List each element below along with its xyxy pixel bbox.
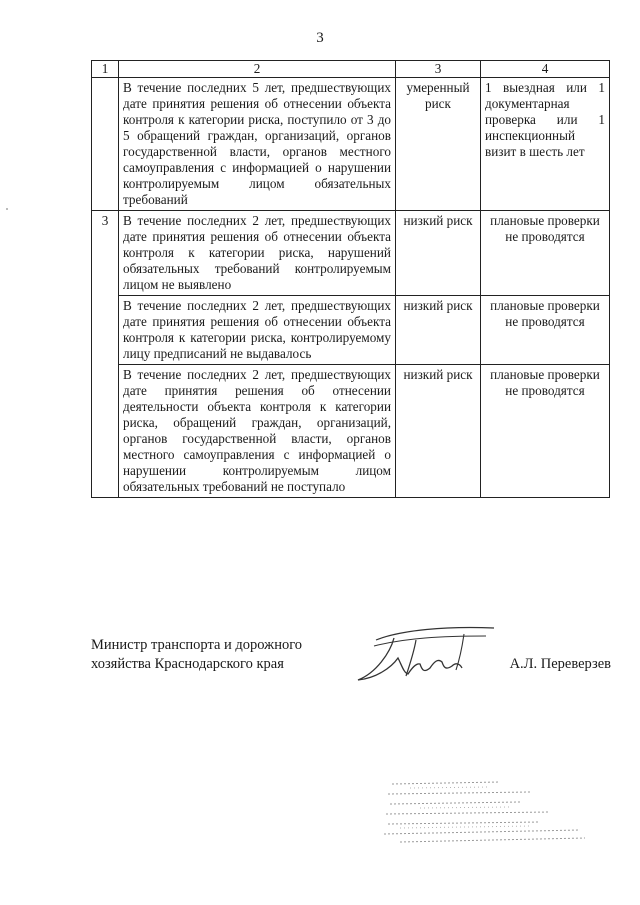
signatory-title-line-2: хозяйства Краснодарского края	[91, 656, 284, 672]
header-col-4: 4	[481, 61, 610, 78]
criterion-cell: В течение последних 2 лет, предшествующих дате принятия решения об отнесении объекта контроля к категории риска, контролируемому лицу предписаний не выдавалось	[119, 296, 396, 365]
risk-category-cell: низкий риск	[396, 211, 481, 296]
inspection-frequency-cell: плановые проверки не проводятся	[481, 365, 610, 498]
row-number-cell: 3	[92, 211, 119, 498]
table-row	[92, 78, 610, 211]
risk-category-cell: низкий риск	[396, 296, 481, 365]
header-col-2: 2	[119, 61, 396, 78]
criterion-cell: В течение последних 2 лет, предшествующих дате принятия решения об отнесении деятельности объекта контроля к категории риска, обращений граждан, организаций, органов государственной власти, органов местного самоуправления с информацией о нарушении контролируемым лицом обязательных требований не поступало	[119, 365, 396, 498]
signatory-title-line-1: Министр транспорта и дорожного	[91, 637, 303, 653]
signatory-name: А.Л. Переверзев	[509, 656, 611, 672]
table-row	[92, 365, 610, 498]
table-header-row	[92, 61, 610, 78]
risk-category-cell: умеренный риск	[396, 78, 481, 211]
header-col-3: 3	[396, 61, 481, 78]
page-number: 3	[316, 30, 324, 46]
table-row	[92, 296, 610, 365]
inspection-frequency-cell: плановые проверки не проводятся	[481, 296, 610, 365]
inspection-frequency-cell: 1 выездная или 1 документарная проверка или 1 инспекционный визит в шесть лет	[481, 78, 610, 211]
risk-category-table	[91, 60, 610, 498]
margin-mark	[6, 208, 8, 210]
criterion-cell: В течение последних 2 лет, предшествующих дате принятия решения об отнесении объекта контроля к категории риска, нарушений обязательных требований контролируемым лицом не выявлено	[119, 211, 396, 296]
table-row	[92, 211, 610, 296]
registration-stamp	[380, 778, 590, 858]
criterion-cell: В течение последних 5 лет, предшествующих дате принятия решения об отнесении объекта контроля к категории риска, поступило от 3 до 5 обращений граждан, организаций, органов государственной власти, органов местного самоуправления с информацией о нарушении контролируемым лицом обязательных требований	[119, 78, 396, 211]
handwritten-signature	[346, 618, 496, 688]
signatory-title	[91, 636, 302, 674]
signature-block	[91, 636, 611, 696]
risk-category-cell: низкий риск	[396, 365, 481, 498]
row-number-cell	[92, 78, 119, 211]
header-col-1: 1	[92, 61, 119, 78]
inspection-frequency-cell: плановые проверки не проводятся	[481, 211, 610, 296]
